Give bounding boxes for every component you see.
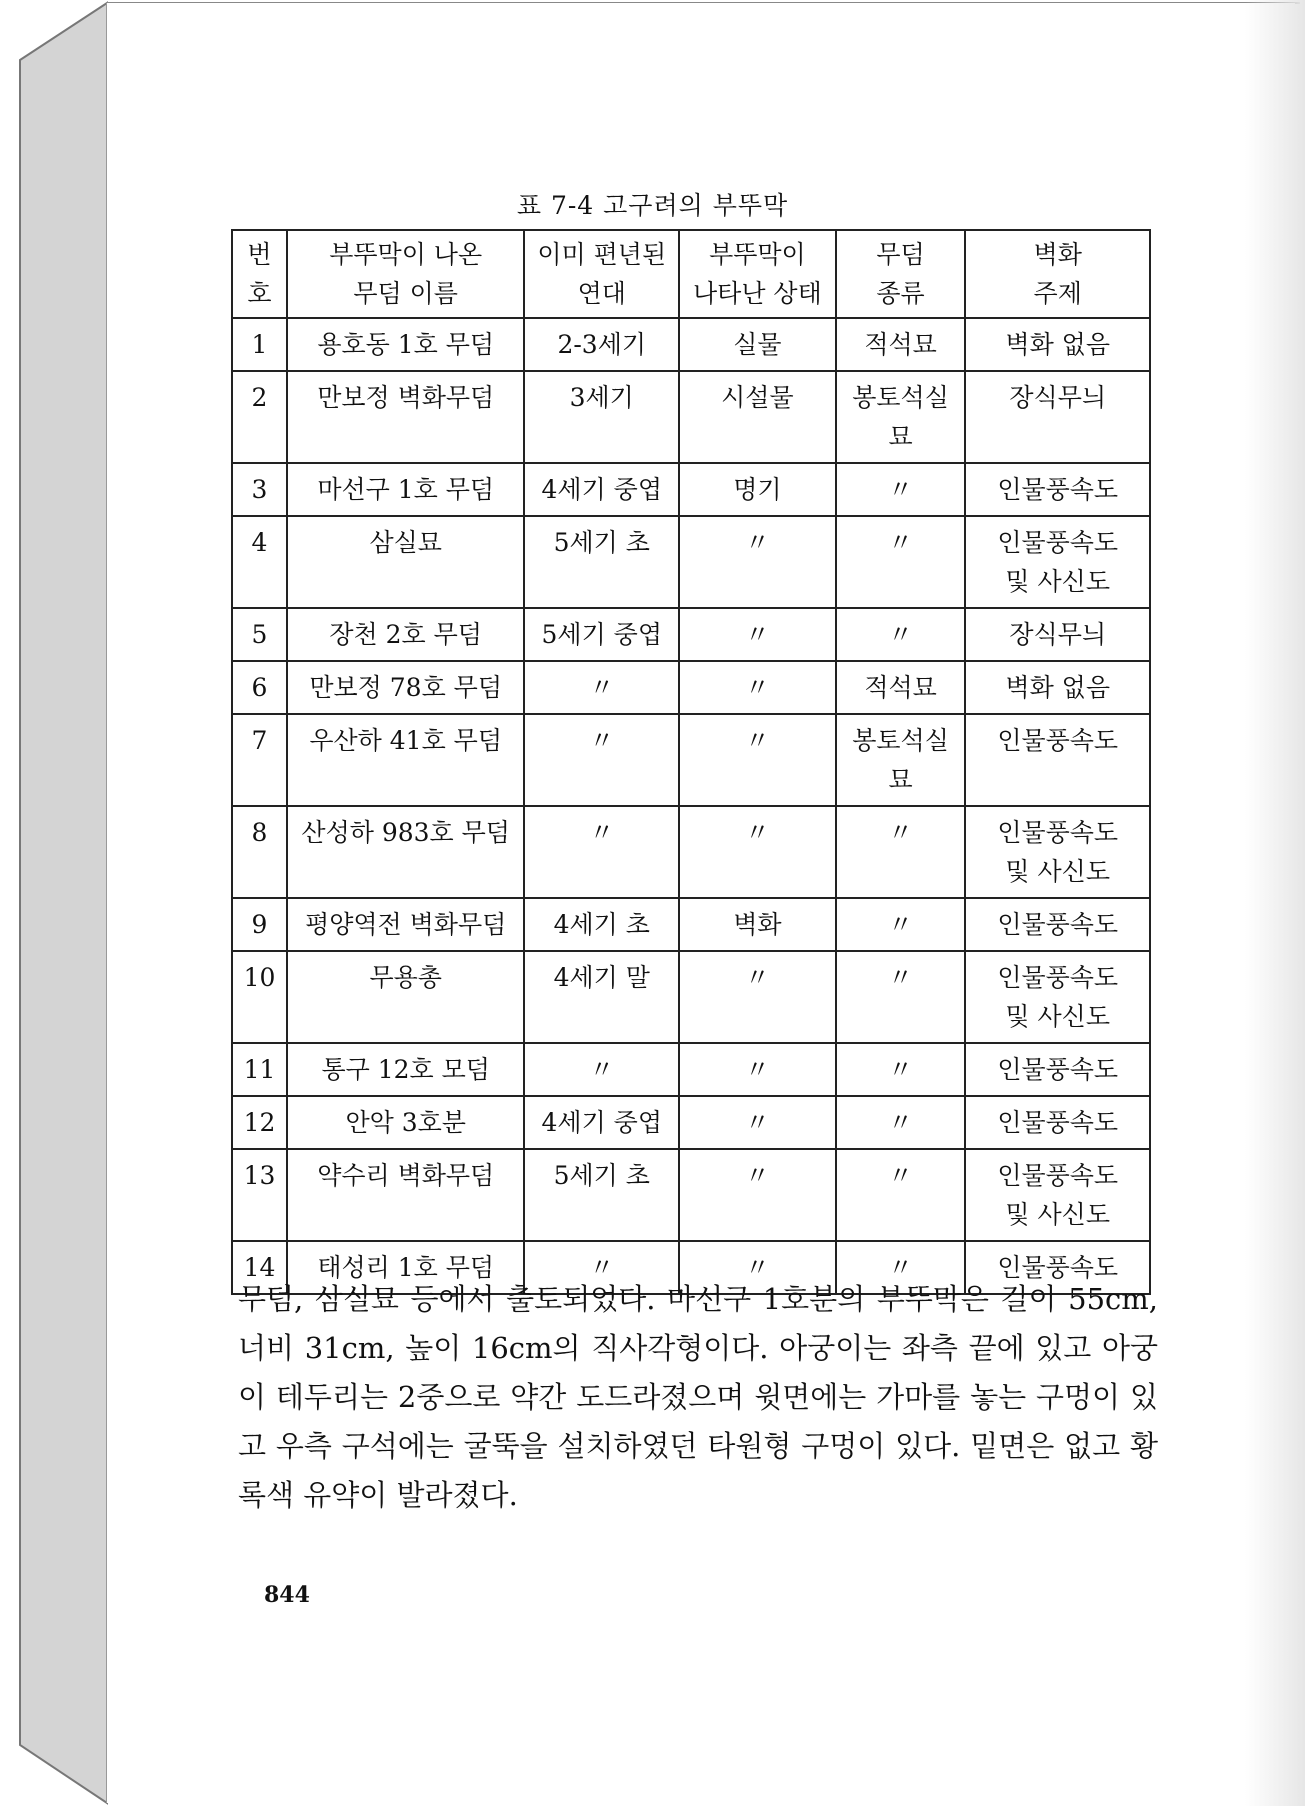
cell-date: 5세기 초 xyxy=(524,516,679,608)
cell-date: 〃 xyxy=(524,661,679,714)
cell-tomb-name: 용호동 1호 무덤 xyxy=(287,318,524,371)
cell-date: 5세기 초 xyxy=(524,1149,679,1241)
cell-mural-theme: 인물풍속도 xyxy=(965,898,1150,951)
table-row xyxy=(232,806,1150,898)
cell-num: 3 xyxy=(232,463,287,516)
cell-mural-theme: 인물풍속도 및 사신도 xyxy=(965,951,1150,1043)
cell-tomb-type: 〃 xyxy=(836,806,966,898)
cell-tomb-name: 안악 3호분 xyxy=(287,1096,524,1149)
cell-num: 7 xyxy=(232,714,287,806)
page-edge-shadow xyxy=(1245,0,1305,1806)
cell-mural-theme: 벽화 없음 xyxy=(965,318,1150,371)
cell-num: 2 xyxy=(232,371,287,463)
cell-date: 〃 xyxy=(524,806,679,898)
cell-tomb-type: 〃 xyxy=(836,516,966,608)
cell-date: 3세기 xyxy=(524,371,679,463)
table-row xyxy=(232,318,1150,371)
cell-date: 〃 xyxy=(524,1241,679,1294)
cell-mural-theme: 인물풍속도 xyxy=(965,1043,1150,1096)
cell-mural-theme: 벽화 없음 xyxy=(965,661,1150,714)
cell-state: 〃 xyxy=(679,1096,836,1149)
cell-mural-theme: 장식무늬 xyxy=(965,371,1150,463)
cell-tomb-name: 만보정 78호 무덤 xyxy=(287,661,524,714)
cell-num: 9 xyxy=(232,898,287,951)
cell-tomb-type: 〃 xyxy=(836,1096,966,1149)
cell-date: 4세기 중엽 xyxy=(524,1096,679,1149)
cell-state: 〃 xyxy=(679,1043,836,1096)
cell-tomb-name: 약수리 벽화무덤 xyxy=(287,1149,524,1241)
cell-state: 시설물 xyxy=(679,371,836,463)
page-number: 844 xyxy=(264,1582,310,1608)
table-row xyxy=(232,951,1150,1043)
header-theme: 벽화 주제 xyxy=(965,230,1150,318)
cell-tomb-name: 장천 2호 무덤 xyxy=(287,608,524,661)
cell-tomb-type: 〃 xyxy=(836,1149,966,1241)
cell-state: 〃 xyxy=(679,1241,836,1294)
cell-date: 〃 xyxy=(524,714,679,806)
cell-tomb-type: 〃 xyxy=(836,608,966,661)
cell-tomb-name: 삼실묘 xyxy=(287,516,524,608)
header-date: 이미 편년된 연대 xyxy=(524,230,679,318)
cell-mural-theme: 인물풍속도 xyxy=(965,463,1150,516)
cell-date: 〃 xyxy=(524,1043,679,1096)
cell-tomb-name: 마선구 1호 무덤 xyxy=(287,463,524,516)
cell-num: 14 xyxy=(232,1241,287,1294)
table-row xyxy=(232,1096,1150,1149)
cell-mural-theme: 인물풍속도 및 사신도 xyxy=(965,806,1150,898)
table-caption: 표 7-4 고구려의 부뚜막 xyxy=(516,191,789,220)
cell-mural-theme: 인물풍속도 xyxy=(965,714,1150,806)
cell-num: 4 xyxy=(232,516,287,608)
cell-date: 4세기 초 xyxy=(524,898,679,951)
cell-num: 1 xyxy=(232,318,287,371)
cell-num: 10 xyxy=(232,951,287,1043)
header-state: 부뚜막이 나타난 상태 xyxy=(679,230,836,318)
table-row xyxy=(232,516,1150,608)
cell-state: 〃 xyxy=(679,714,836,806)
cell-tomb-name: 무용총 xyxy=(287,951,524,1043)
table-row xyxy=(232,371,1150,463)
header-num: 번 호 xyxy=(232,230,287,318)
cell-tomb-name: 산성하 983호 무덤 xyxy=(287,806,524,898)
cell-mural-theme: 인물풍속도 및 사신도 xyxy=(965,516,1150,608)
table-row xyxy=(232,898,1150,951)
cell-state: 〃 xyxy=(679,661,836,714)
table-header-row xyxy=(232,230,1150,318)
table-row xyxy=(232,661,1150,714)
cell-tomb-type: 〃 xyxy=(836,1043,966,1096)
cell-state: 〃 xyxy=(679,951,836,1043)
cell-tomb-type: 〃 xyxy=(836,463,966,516)
header-type: 무덤 종류 xyxy=(836,230,966,318)
cell-tomb-name: 만보정 벽화무덤 xyxy=(287,371,524,463)
cell-state: 〃 xyxy=(679,1149,836,1241)
tomb-table xyxy=(231,229,1151,1295)
cell-tomb-type: 〃 xyxy=(836,951,966,1043)
cell-tomb-type: 〃 xyxy=(836,898,966,951)
cell-date: 4세기 말 xyxy=(524,951,679,1043)
cell-num: 6 xyxy=(232,661,287,714)
cell-tomb-type: 〃 xyxy=(836,1241,966,1294)
cell-date: 5세기 중엽 xyxy=(524,608,679,661)
cell-state: 〃 xyxy=(679,806,836,898)
cell-mural-theme: 인물풍속도 및 사신도 xyxy=(965,1149,1150,1241)
cell-state: 실물 xyxy=(679,318,836,371)
table-row xyxy=(232,1149,1150,1241)
cell-date: 4세기 중엽 xyxy=(524,463,679,516)
cell-date: 2-3세기 xyxy=(524,318,679,371)
cell-state: 벽화 xyxy=(679,898,836,951)
cell-mural-theme: 장식무늬 xyxy=(965,608,1150,661)
cell-tomb-name: 평양역전 벽화무덤 xyxy=(287,898,524,951)
cell-state: 〃 xyxy=(679,608,836,661)
cell-state: 〃 xyxy=(679,516,836,608)
table-row xyxy=(232,608,1150,661)
table-row xyxy=(232,714,1150,806)
body-paragraph: 무덤, 삼실묘 등에서 출토되었다. 마선구 1호분의 부뚜막은 길이 55cm, 너비 31cm, 높이 16cm의 직사각형이다. 아궁이는 좌측 끝에 있고 아궁이 테두리는 2중으로 약간 도드라졌으며 윗면에는 가마를 놓는 구멍이 있고 우측 구석에는 굴뚝을 설치하였던 타원형 구멍이 있다. 밑면은 없고 황록색 유약이 발라졌다. xyxy=(238,1282,1158,1512)
header-name: 부뚜막이 나온 무덤 이름 xyxy=(287,230,524,318)
cell-tomb-type: 적석묘 xyxy=(836,318,966,371)
cell-num: 12 xyxy=(232,1096,287,1149)
cell-tomb-type: 봉토석실묘 xyxy=(836,371,966,463)
cell-tomb-type: 봉토석실묘 xyxy=(836,714,966,806)
cell-mural-theme: 인물풍속도 xyxy=(965,1096,1150,1149)
cell-num: 5 xyxy=(232,608,287,661)
cell-num: 11 xyxy=(232,1043,287,1096)
cell-tomb-name: 우산하 41호 무덤 xyxy=(287,714,524,806)
cell-mural-theme: 인물풍속도 xyxy=(965,1241,1150,1294)
cell-tomb-name: 태성리 1호 무덤 xyxy=(287,1241,524,1294)
cell-tomb-name: 통구 12호 모덤 xyxy=(287,1043,524,1096)
cell-tomb-type: 적석묘 xyxy=(836,661,966,714)
cell-num: 8 xyxy=(232,806,287,898)
table-row xyxy=(232,1043,1150,1096)
table-row xyxy=(232,463,1150,516)
cell-num: 13 xyxy=(232,1149,287,1241)
cell-state: 명기 xyxy=(679,463,836,516)
